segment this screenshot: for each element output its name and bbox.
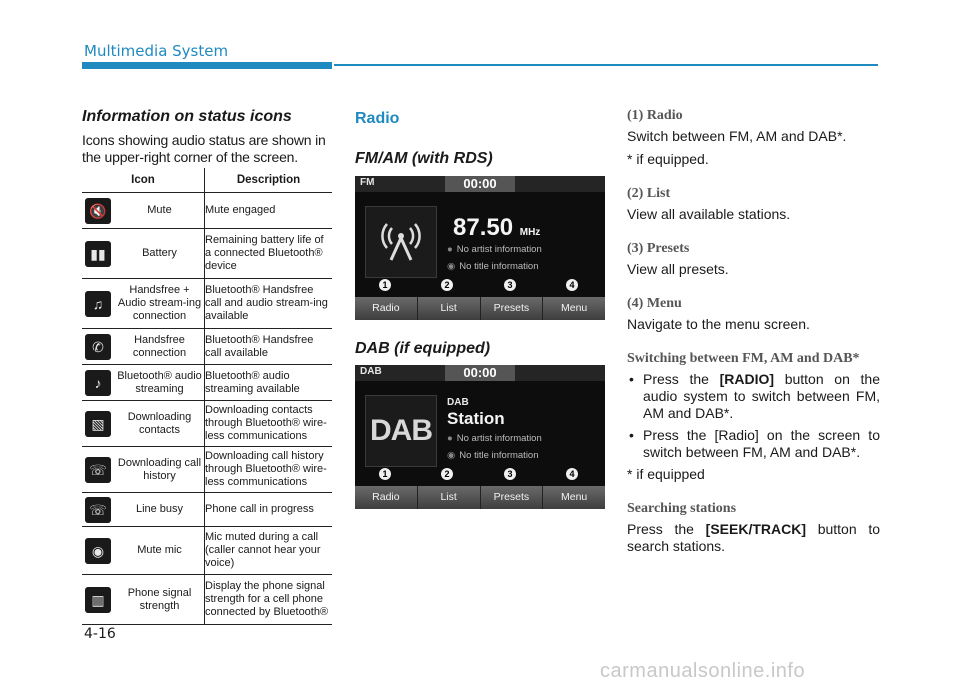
- artist-text: No artist information: [456, 433, 542, 444]
- frequency: [453, 214, 540, 242]
- fm-radio-screen: [355, 176, 605, 320]
- header-bar: [82, 62, 332, 69]
- menu-button[interactable]: Menu: [560, 491, 588, 503]
- list-button[interactable]: List: [418, 297, 481, 320]
- search-a: Press the: [627, 521, 706, 537]
- fm-button-bar: [355, 297, 605, 320]
- line-busy-icon: ☏: [85, 497, 111, 523]
- table-row: [82, 447, 332, 493]
- table-row: [82, 527, 332, 575]
- radio-subheading: (1) Radio: [627, 108, 683, 123]
- callout-markers: [355, 279, 605, 295]
- col-description: Description: [205, 168, 333, 193]
- switching-note: * if equipped: [627, 466, 705, 482]
- clock: 00:00: [445, 176, 515, 192]
- list-item: [627, 371, 880, 422]
- switching-subheading: Switching between FM, AM and DAB*: [627, 351, 860, 366]
- phone-signal-icon: ▥: [85, 587, 111, 613]
- title-text: No title information: [459, 450, 539, 461]
- person-icon: ●: [447, 433, 453, 444]
- icon-name: Phone signal strength: [127, 586, 192, 612]
- table-row: [82, 329, 332, 365]
- artist-text: No artist information: [456, 244, 542, 255]
- presets-button[interactable]: Presets: [481, 486, 544, 509]
- icon-desc: Remaining battery life of a connected Bluetooth® device: [205, 229, 333, 279]
- icon-name: Mute: [147, 204, 172, 216]
- marker-3: 3: [504, 279, 516, 291]
- title-line: [447, 261, 539, 272]
- mute-icon: 🔇: [85, 198, 111, 224]
- radio-note: * if equipped.: [627, 151, 709, 167]
- marker-2: 2: [441, 279, 453, 291]
- status-icons-heading: Information on status icons: [82, 108, 292, 125]
- col-icon: Icon: [82, 168, 205, 193]
- radio-functions: [627, 108, 880, 555]
- table-row: [82, 279, 332, 329]
- artist-line: [447, 433, 542, 444]
- icon-desc: Bluetooth® audio streaming available: [205, 365, 333, 401]
- table-row: [82, 193, 332, 229]
- searching-text: [627, 521, 880, 555]
- status-icons-section: [82, 108, 334, 166]
- bullet1-a: Press the: [643, 371, 720, 387]
- radio-button[interactable]: Radio: [355, 486, 418, 509]
- download-call-history-icon: ☏: [85, 457, 111, 483]
- table-row: [82, 575, 332, 625]
- handsfree-icon: ✆: [85, 334, 111, 360]
- list-button[interactable]: List: [418, 486, 481, 509]
- menu-text: Navigate to the menu screen.: [627, 316, 810, 332]
- station-name: Station: [447, 409, 505, 428]
- radio-text: Switch between FM, AM and DAB*.: [627, 128, 847, 144]
- icon-desc: Mic muted during a call (caller cannot hear your voice): [205, 527, 333, 575]
- marker-4: 4: [566, 468, 578, 480]
- section-title: Multimedia System: [84, 42, 229, 60]
- presets-text: View all presets.: [627, 261, 729, 277]
- icon-name: Line busy: [135, 503, 184, 515]
- radio-button[interactable]: Radio: [355, 297, 418, 320]
- radio-key: [RADIO]: [719, 371, 775, 387]
- icon-desc: Phone call in progress: [205, 493, 333, 527]
- icon-desc: Bluetooth® Handsfree call available: [205, 329, 333, 365]
- callout-markers: [355, 468, 605, 484]
- dab-logo-text: DAB: [370, 414, 432, 447]
- icon-desc: Mute engaged: [205, 193, 333, 229]
- icon-desc: Display the phone signal strength for a cell phone connected by Bluetooth®: [205, 575, 333, 625]
- list-item: • Press the [Radio] on the screen to switch between FM, AM and DAB*.: [627, 427, 880, 461]
- mute-mic-icon: ◉: [85, 538, 111, 564]
- table-row: [82, 365, 332, 401]
- icon-name: Handsfree + Audio stream-ing connection: [117, 284, 202, 322]
- artist-line: [447, 244, 542, 255]
- band-label: FM: [360, 177, 375, 188]
- frequency-value: 87.50: [453, 214, 514, 241]
- dab-button-bar: [355, 486, 605, 509]
- list-text: View all available stations.: [627, 206, 791, 222]
- disc-icon: ◉: [447, 450, 456, 461]
- download-contacts-icon: ▧: [85, 411, 111, 437]
- presets-subheading: (3) Presets: [627, 241, 690, 256]
- table-row: [82, 493, 332, 527]
- title-line: [447, 450, 539, 461]
- handsfree-audio-icon: ♫: [85, 291, 111, 317]
- bullet1-c: button on the audio system to switch between FM, AM and DAB*.: [643, 371, 880, 421]
- dab-label: DAB: [447, 397, 469, 408]
- status-icons-intro: Icons showing audio status are shown in the upper-right corner of the screen.: [82, 132, 326, 165]
- bluetooth-audio-icon: ♪: [85, 370, 111, 396]
- battery-icon: ▮▮: [85, 241, 111, 267]
- icon-name: Downloading call history: [117, 456, 202, 482]
- presets-button[interactable]: Presets: [481, 297, 544, 320]
- marker-2: 2: [441, 468, 453, 480]
- fm-heading: FM/AM (with RDS): [355, 150, 493, 167]
- frequency-unit: MHz: [519, 227, 541, 238]
- icon-name: Mute mic: [137, 544, 182, 556]
- radio-heading: Radio: [355, 110, 400, 127]
- icon-name: Downloading contacts: [127, 410, 192, 436]
- page-number: 4-16: [84, 626, 116, 642]
- table-row: [82, 229, 332, 279]
- title-text: No title information: [459, 261, 539, 272]
- icon-name: Handsfree connection: [132, 333, 187, 359]
- icon-desc: Downloading contacts through Bluetooth® wire-less communications: [205, 401, 333, 447]
- icon-name: Bluetooth® audio streaming: [117, 369, 202, 395]
- seek-track-key: [SEEK/TRACK]: [705, 521, 806, 537]
- searching-subheading: Searching stations: [627, 501, 737, 516]
- dab-heading: DAB (if equipped): [355, 340, 491, 357]
- clock: 00:00: [445, 365, 515, 381]
- marker-1: 1: [379, 468, 391, 480]
- menu-button[interactable]: Menu: [560, 302, 588, 314]
- dab-radio-screen: [355, 365, 605, 509]
- menu-subheading: (4) Menu: [627, 296, 682, 311]
- search-c: button to search stations.: [627, 521, 880, 554]
- disc-icon: ◉: [447, 261, 456, 272]
- icon-desc: Bluetooth® Handsfree call and audio stream-ing available: [205, 279, 333, 329]
- marker-3: 3: [504, 468, 516, 480]
- dab-logo: [365, 395, 437, 467]
- watermark: carmanualsonline.info: [600, 660, 806, 682]
- marker-4: 4: [566, 279, 578, 291]
- person-icon: ●: [447, 244, 453, 255]
- icon-name: Battery: [142, 247, 177, 259]
- radio-antenna-icon: [365, 206, 437, 278]
- marker-1: 1: [379, 279, 391, 291]
- status-icons-table: [82, 168, 332, 625]
- header-rule: [334, 64, 878, 66]
- band-label: DAB: [360, 366, 382, 377]
- table-row: [82, 401, 332, 447]
- icon-desc: Downloading call history through Bluetooth® wire-less communications: [205, 447, 333, 493]
- switching-list: [627, 371, 880, 461]
- list-subheading: (2) List: [627, 186, 671, 201]
